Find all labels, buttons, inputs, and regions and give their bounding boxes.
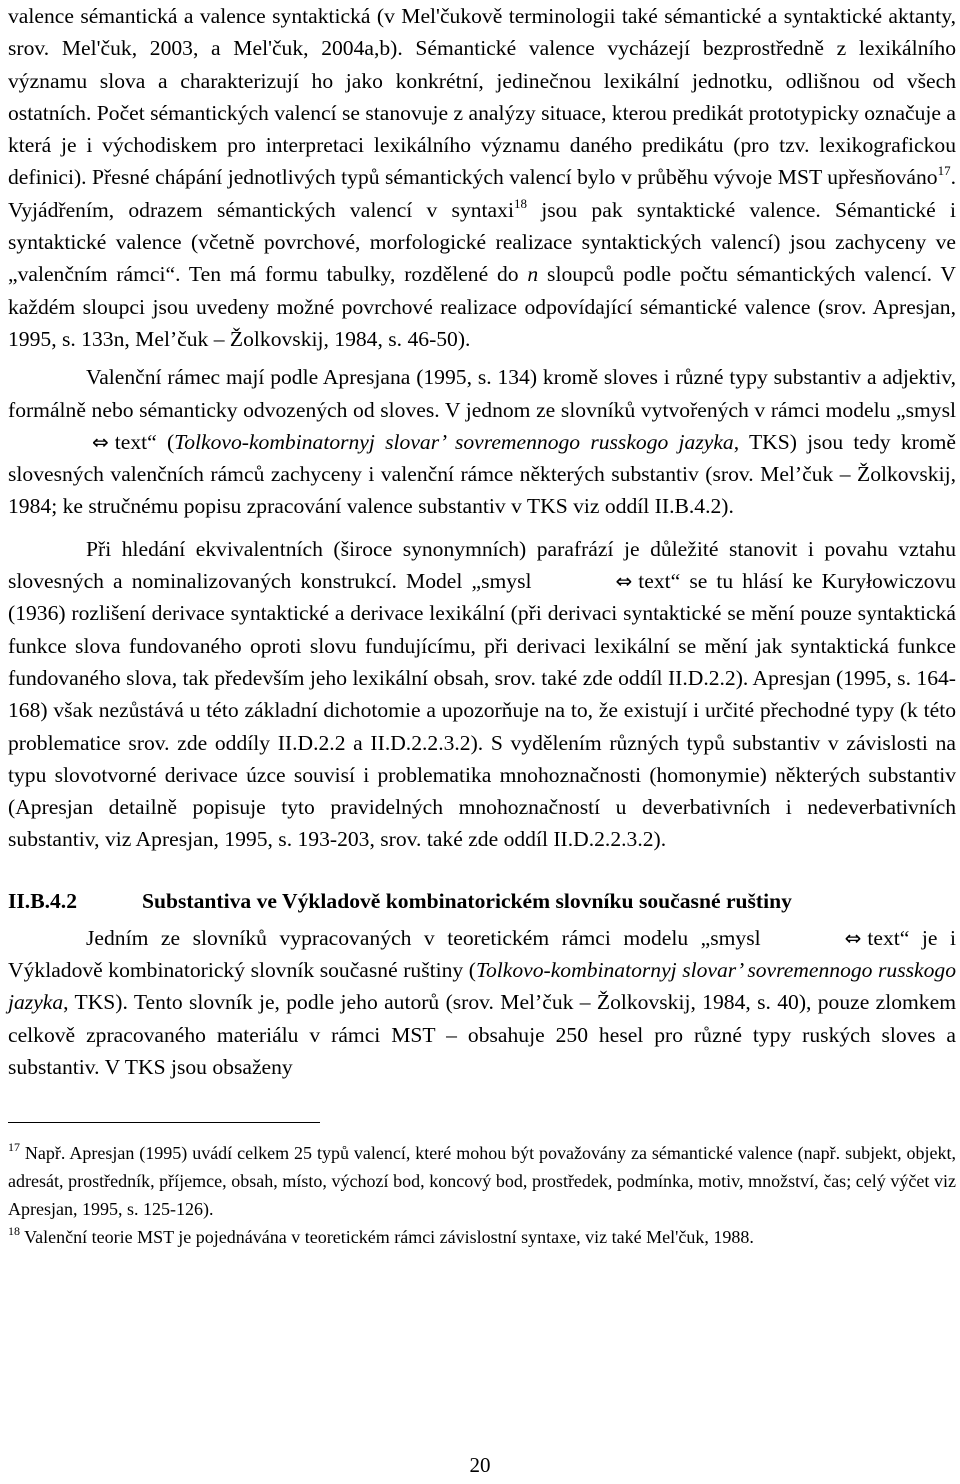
document-page	[8, 0, 956, 1251]
text-run: text“ (	[114, 429, 175, 454]
text-run: sloupců podle počtu sémantických valencí. V každém sloupci jsou uvedeny možné povrchové realizace odpovídající sémantické valence (srov. Apresjan, 1995, s. 133n, Mel’čuk – Žolkovskij, 1984, s. 46-50).	[8, 262, 957, 351]
text-run: , TKS). Tento slovník je, podle jeho autorů (srov. Mel’čuk – Žolkovskij, 1984, s. 40), pouze zlomkem celkově zpracovaného materiálu v rámci MST – obsahuje 250 hesel pro různé typy ruských sloves a substantiv. V TKS jsou obsaženy	[8, 990, 956, 1079]
text-run: . Vyjádřením, odrazem sémantických valencí v syntaxi	[8, 165, 956, 222]
footnote-text: Např. Apresjan (1995) uvádí celkem 25 typů valencí, které mohou být považovány za sémantické valence (např. subjekt, objekt, adresát, prostředník, příjemce, obsah, místo, výchozí bod, koncový bod, prostředek, podmínka, motiv, množství, čas; celý výčet viz Apresjan, 1995, s. 125-126).	[8, 1143, 956, 1220]
double-arrow-icon: ⇔	[844, 925, 862, 950]
paragraph-valence-frame	[8, 361, 956, 522]
section-number: II.B.4.2	[8, 888, 77, 913]
text-run: text“ je i Výkladově kombinatorický slovník současné ruštiny (	[8, 925, 956, 983]
footnote-17	[8, 1139, 956, 1223]
paragraph-tks	[8, 922, 956, 1083]
text-run: text“ se tu hlásí ke Kuryłowiczovu (1936) rozlišení derivace syntaktické a derivace lexikální (při derivaci syntaktické se mění pouze syntaktická funkce slova fundovaného oproti slovu fundujícímu, při derivaci lexikální se mění jak syntaktická funkce fundovaného slova, tak především jeho lexikální obsah, srov. také zde oddíl II.D.2.2). Apresjan (1995, s. 164-168) však nezůstává u této základní dichotomie a upozorňuje na to, že existují i určité přechodné typy (k této problematice srov. zde oddíly II.D.2.2 a II.D.2.2.3.2). S vydělením různých typů substantiv v závislosti na typu slovotvorné derivace úzce souvisí i problematika mnohoznačnosti (homonymie) některých substantiv (Apresjan detailně popisuje tyto pravidelných mnohoznačností u deverbativních i nedeverbativních substantiv, viz Apresjan, 1995, s. 193-203, srov. také zde oddíl II.D.2.2.3.2).	[8, 569, 956, 852]
section-heading	[8, 885, 956, 917]
paragraph-valence-intro	[8, 0, 956, 355]
text-run: Při hledání ekvivalentních (široce synonymních) parafrází je důležité stanovit i povahu vztahu slovesných a nominalizovaných konstrukcí. Model „smysl	[8, 536, 956, 594]
italic-dictionary-title: Tolkovo-kombinatornyj slovar’ sovremennogo russkogo jazyka	[8, 958, 956, 1015]
footnote-ref-17[interactable]: 17	[937, 163, 951, 179]
paragraph-paraphrase	[8, 533, 956, 856]
page-number: 20	[469, 1453, 491, 1477]
italic-dictionary-title: Tolkovo-kombinatornyj slovar’ sovremennogo russkogo jazyka	[174, 429, 734, 454]
text-run: , TKS) jsou tedy kromě slovesných valenčních rámců zachyceny i valenční rámce některých substantiv (srov. Mel’čuk – Žolkovskij, 1984; ke stručnému popisu zpracování valence substantiv v TKS viz oddíl II.B.4.2).	[8, 429, 956, 519]
text-run: Valenční rámec mají podle Apresjana (1995, s. 134) kromě sloves i různé typy substantiv a adjektiv, formálně nebo sémanticky odvozených od sloves. V jednom ze slovníků vytvořených v rámci modelu „smysl	[8, 365, 956, 422]
text-run: valence sémantická a valence syntaktická (v Mel'čukově terminologii také sémantické a syntaktické aktanty, srov. Mel'čuk, 2003, a Mel'čuk, 2004a,b). Sémantické valence vycházejí bezprostředně z lexikálního významu slova a charakterizují ho jako konkrétní, jedinečnou lexikální jednotku, odlišnou od všech ostatních. Počet sémantických valencí se stanovuje z analýzy situace, kterou predikát prototypicky označuje a která je i východiskem pro interpretaci lexikálního významu daného predikátu (pro tzv. lexikografickou definici). Přesné chápání jednotlivých typů sémantických valencí bylo v průběhu vývoje MST upřesňováno	[8, 4, 956, 190]
footnote-mark: 18	[8, 1224, 20, 1239]
footnote-18	[8, 1223, 956, 1251]
italic-variable-n: n	[527, 262, 539, 287]
footnote-separator	[8, 1122, 320, 1123]
section-title: Substantiva ve Výkladově kombinatorickém slovníku současné ruštiny	[142, 888, 792, 913]
footnotes	[8, 1139, 956, 1251]
text-run: Jedním ze slovníků vypracovaných v teoretickém rámci modelu „smysl	[86, 925, 761, 950]
double-arrow-icon: ⇔	[615, 569, 633, 594]
footnote-ref-18[interactable]: 18	[513, 195, 527, 211]
footnote-text: Valenční teorie MST je pojednávána v teoretickém rámci závislostní syntaxe, viz také Mel'čuk, 1988.	[20, 1227, 754, 1248]
text-run: jsou pak syntaktické valence. Sémantické i syntaktické valence (včetně povrchové, morfologické realizace syntaktických valencí) jsou zachyceny ve „valenčním rámci“. Ten má formu tabulky, rozdělené do	[8, 197, 956, 287]
double-arrow-icon: ⇔	[92, 429, 109, 454]
footnote-mark: 17	[8, 1140, 20, 1155]
